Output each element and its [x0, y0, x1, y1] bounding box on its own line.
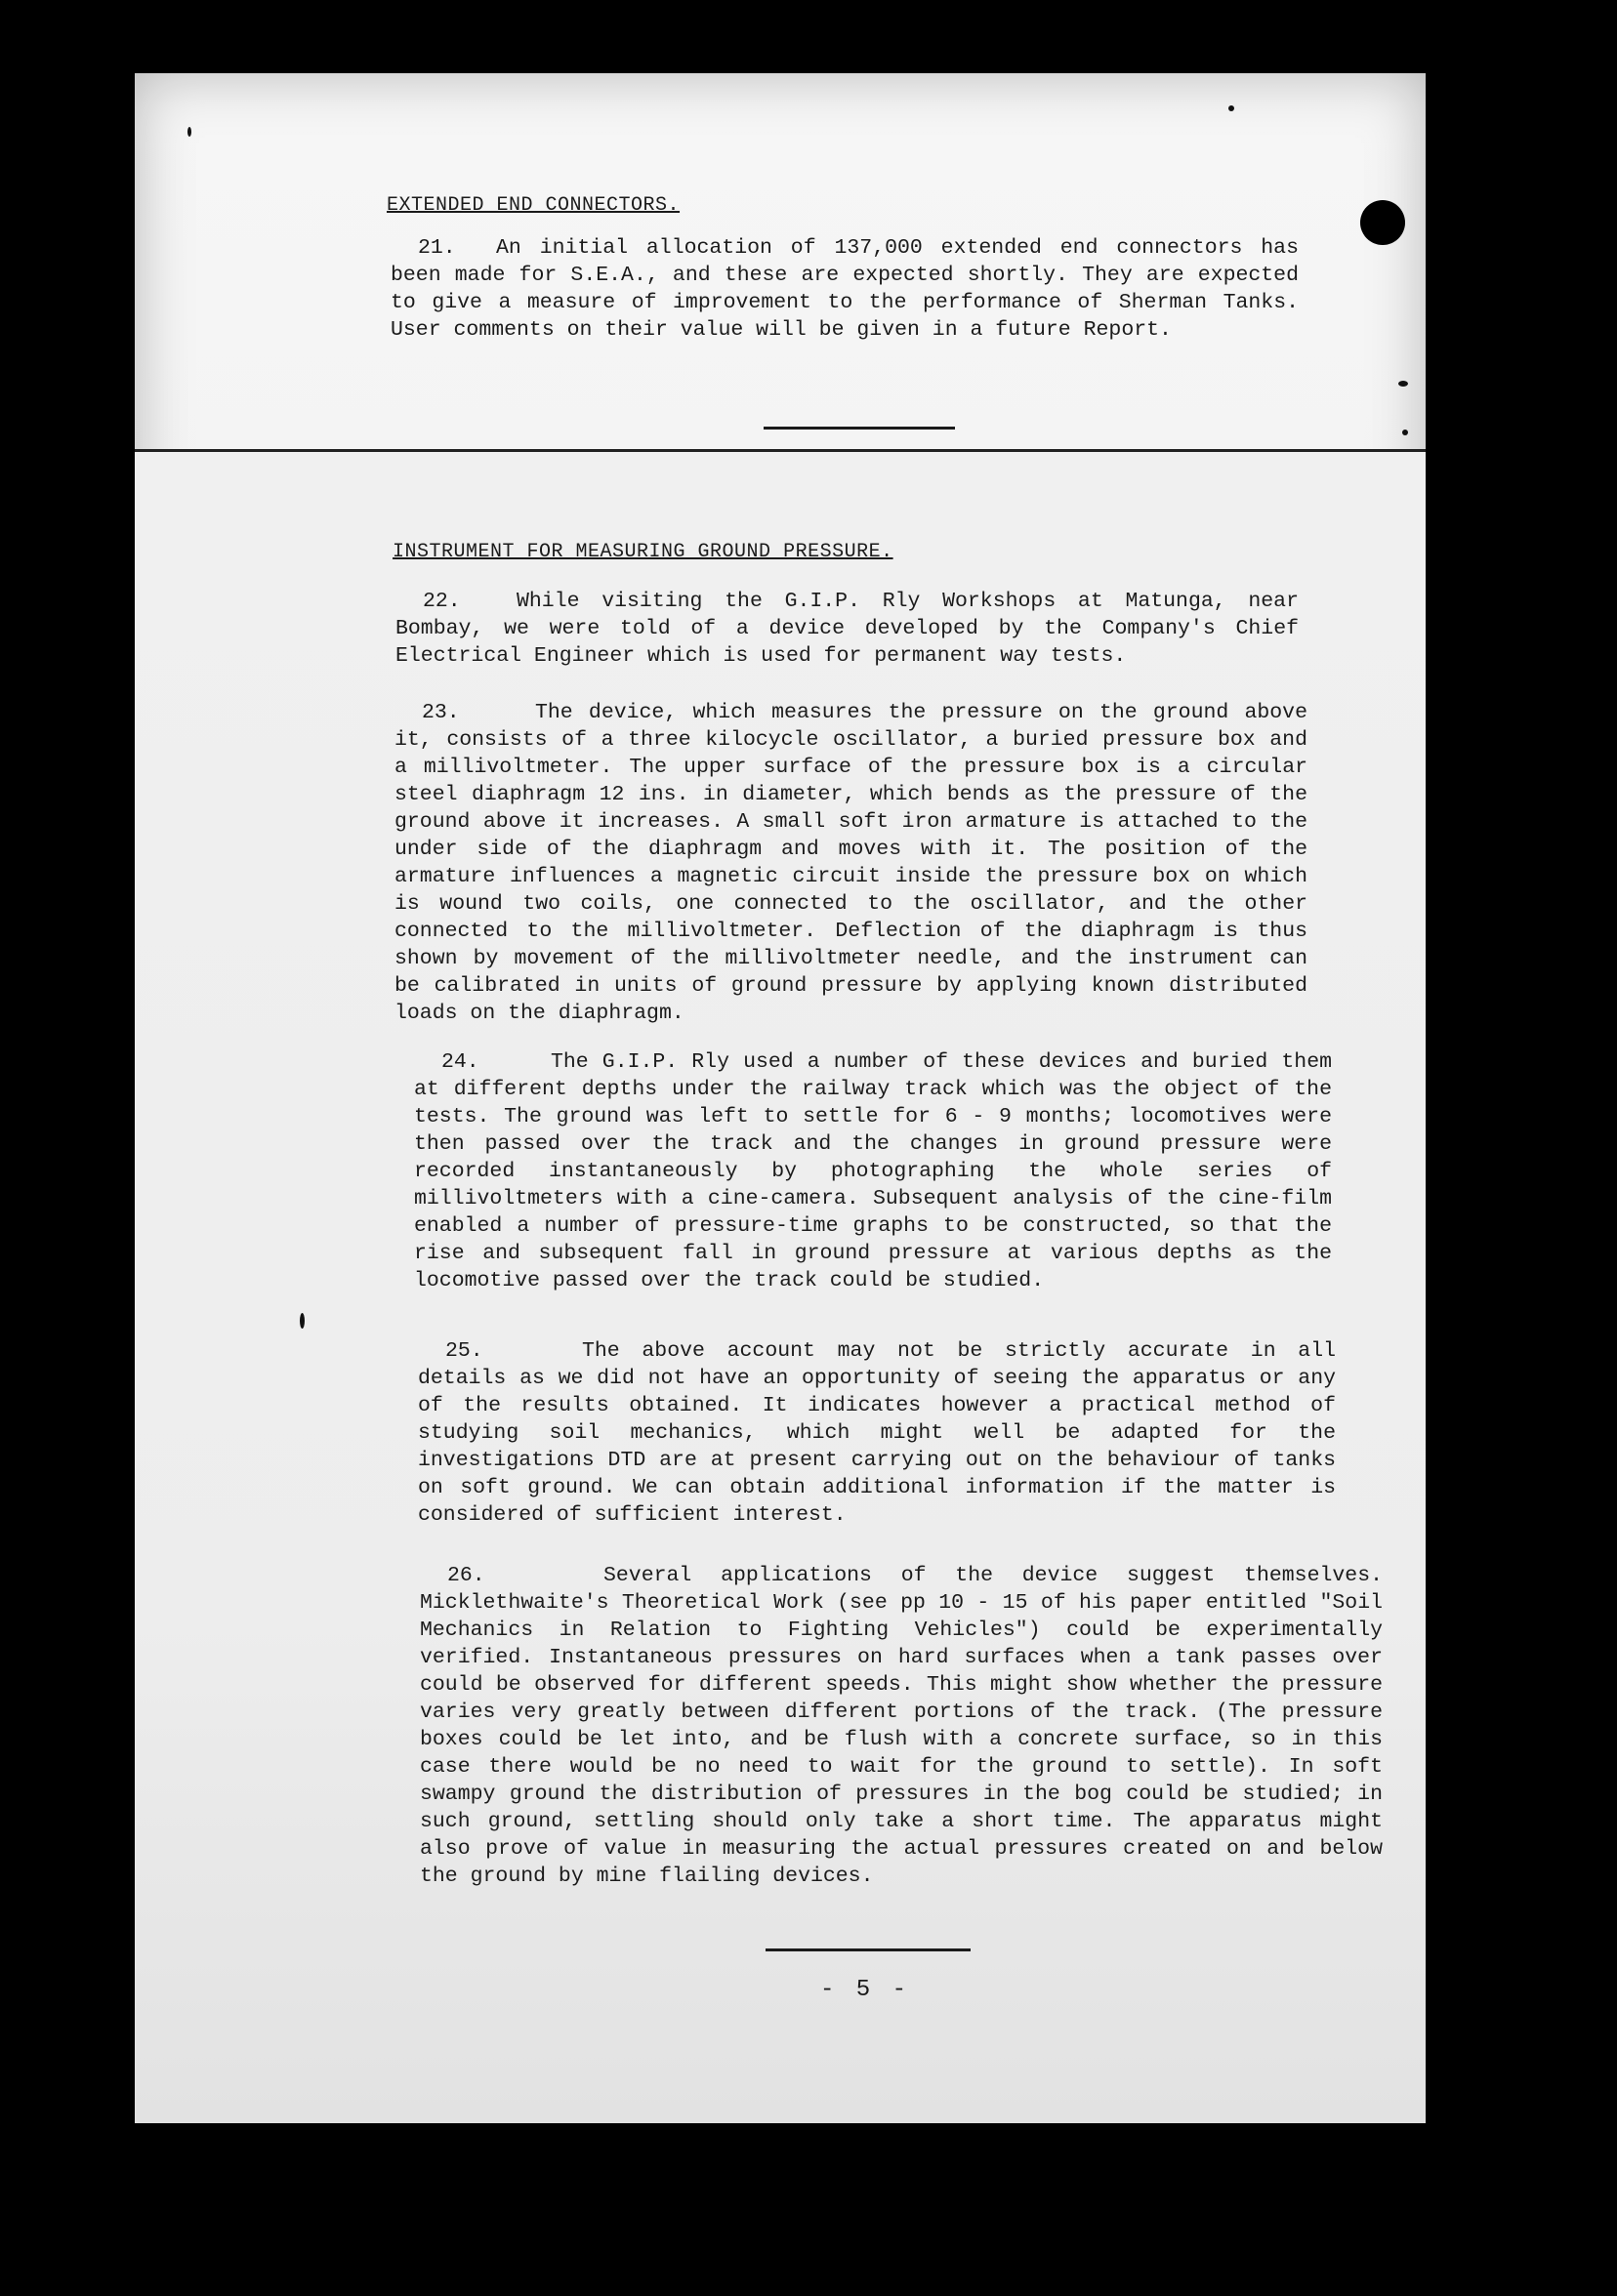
section-heading-extended-end-connectors: EXTENDED END CONNECTORS.	[387, 194, 681, 217]
paragraph-text: An initial allocation of 137,000 extended end connectors has been made for S.E.A., and these are expected shortly. They are expected to give a measure of improvement to the performance of Sherman Tanks. User comments on their value will be given in a future Report.	[391, 236, 1299, 342]
end-divider	[766, 1948, 971, 1951]
scan-speck	[1398, 381, 1408, 387]
scan-speck	[300, 1313, 305, 1329]
paragraph-number: 23.	[422, 701, 460, 724]
paragraph-text: The above account may not be strictly accurate in all details as we did not have an opportunity of seeing the apparatus or any of the results obtained. It indicates however a practical method of studying soil mechanics, which might well be adapted for the investigations DTD are at present carrying out on the behaviour of tanks on soft ground. We can obtain additional information if the matter is considered of sufficient interest.	[418, 1339, 1336, 1527]
paragraph-24	[414, 1048, 1332, 1294]
paragraph-number: 22.	[423, 590, 461, 613]
scan-speck	[187, 127, 191, 137]
section-heading-ground-pressure: INSTRUMENT FOR MEASURING GROUND PRESSURE.	[393, 541, 893, 563]
paragraph-22	[395, 588, 1299, 670]
paragraph-text: The device, which measures the pressure on the ground above it, consists of a three kilocycle oscillator, a buried pressure box and a millivoltmeter. The upper surface of the pressure box is a circular steel diaphragm 12 ins. in diameter, which bends as the pressure of the ground above it increases. A small soft iron armature is attached to the under side of the diaphragm and moves with it. The position of the armature influences a magnetic circuit inside the pressure box on which is wound two coils, one connected to the oscillator, and the other connected to the millivoltmeter. Deflection of the diaphragm is thus shown by movement of the millivoltmeter needle, and the instrument can be calibrated in units of ground pressure by applying known distributed loads on the diaphragm.	[394, 701, 1307, 1025]
paragraph-text: While visiting the G.I.P. Rly Workshops at Matunga, near Bombay, we were told of a device developed by the Company's Chief Electrical Engineer which is used for permanent way tests.	[395, 590, 1299, 668]
scan-speck	[1402, 430, 1408, 435]
paragraph-number: 26.	[447, 1564, 485, 1587]
paragraph-number: 21.	[418, 236, 456, 260]
scan-speck	[1228, 105, 1234, 111]
section-divider-short	[764, 427, 955, 430]
paragraph-25	[418, 1337, 1336, 1529]
punch-hole	[1360, 200, 1405, 245]
paragraph-21	[391, 234, 1299, 344]
paragraph-23	[394, 699, 1307, 1027]
paragraph-number: 24.	[441, 1050, 479, 1074]
paragraph-text: Several applications of the device suggest themselves. Micklethwaite's Theoretical Work (see pp 10 - 15 of his paper entitled "Soil Mechanics in Relation to Fighting Vehicles") could be experimentally verified. Instantaneous pressures on hard surfaces when a tank passes over could be observed for different speeds. This might show whether the pressure varies very greatly between different portions of the track. (The pressure boxes could be let into, and be flush with a concrete surface, so in this case there would be no need to wait for the ground to settle). In soft swampy ground the distribution of pressures in the bog could be studied; in such ground, settling should only take a short time. The apparatus might also prove of value in measuring the actual pressures created on and below the ground by mine flailing devices.	[420, 1564, 1383, 1888]
paragraph-number: 25.	[445, 1339, 483, 1363]
paragraph-26	[420, 1562, 1383, 1890]
paragraph-text: The G.I.P. Rly used a number of these devices and buried them at different depths under the railway track which was the object of the tests. The ground was left to settle for 6 - 9 months; locomotives were then passed over the track and the changes in ground pressure were recorded instantaneously by photographing the whole series of millivoltmeters with a cine-camera. Subsequent analysis of the cine-film enabled a number of pressure-time graphs to be constructed, so that the rise and subsequent fall in ground pressure at various depths as the locomotive passed over the track could be studied.	[414, 1050, 1332, 1292]
page-number: - 5 -	[820, 1977, 911, 2003]
